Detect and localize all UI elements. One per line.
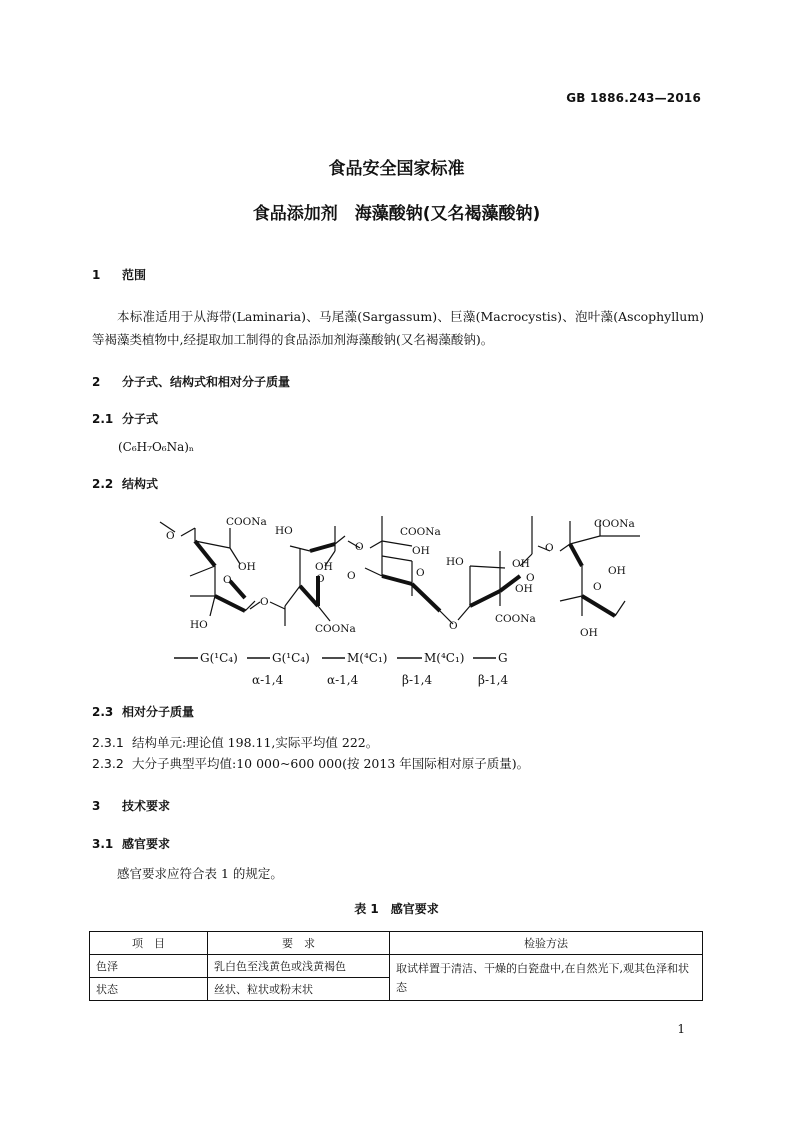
o-label: O	[416, 567, 425, 579]
chain-unit: G	[498, 651, 508, 665]
chain-unit: G(¹C₄)	[200, 651, 238, 665]
section-number: 2.1	[92, 412, 114, 426]
section-title: 分子式	[122, 412, 159, 426]
section-number: 3	[92, 799, 101, 813]
o-label: O	[347, 570, 356, 582]
standard-number: GB 1886.243—2016	[566, 91, 701, 105]
section-number: 2.2	[92, 477, 114, 491]
clause-2-3-1	[92, 731, 704, 754]
linkage-label: β-1,4	[478, 673, 509, 687]
o-label: O	[449, 620, 458, 632]
section-3-heading	[92, 797, 170, 814]
section-2-2-heading	[92, 475, 158, 492]
coona-label: COONa	[495, 613, 536, 625]
section-number: 2	[92, 375, 101, 389]
section-number: 3.1	[92, 837, 114, 851]
oh-label: OH	[412, 545, 430, 557]
linkage-label: α-1,4	[252, 673, 284, 687]
oh-label: OH	[238, 561, 256, 573]
coona-label: COONa	[226, 516, 267, 528]
table-header-row	[90, 932, 703, 955]
page-number: 1	[677, 1022, 685, 1036]
section-title: 相对分子质量	[122, 705, 195, 719]
clause-text: 结构单元:理论值 198.11,实际平均值 222。	[132, 735, 379, 750]
table-1-caption: 表 1 感官要求	[354, 902, 439, 916]
row-method: 取试样置于清洁、干燥的白瓷盘中,在自然光下,观其色泽和状态	[390, 955, 703, 1001]
structural-formula	[150, 506, 650, 690]
coona-label: COONa	[400, 526, 441, 538]
section-3-1-paragraph: 感官要求应符合表 1 的规定。	[117, 866, 283, 881]
chain-unit: M(⁴C₁)	[347, 651, 388, 665]
linkage-label: β-1,4	[402, 673, 433, 687]
section-title: 结构式	[122, 477, 159, 491]
sensory-requirements-table	[89, 931, 703, 1001]
o-label: O	[166, 530, 175, 542]
o-label: O	[526, 572, 535, 584]
molecular-formula: (C₆H₇O₆Na)ₙ	[118, 440, 195, 454]
o-label: O	[260, 596, 269, 608]
section-title: 感官要求	[122, 837, 171, 851]
clause-text: 大分子典型平均值:10 000~600 000(按 2013 年国际相对原子质量)。	[132, 756, 530, 771]
section-3-1-heading	[92, 835, 170, 852]
header-item: 项 目	[90, 932, 208, 955]
section-1-heading	[92, 266, 146, 283]
oh-label: OH	[608, 565, 626, 577]
header-method: 检验方法	[390, 932, 703, 955]
row-requirement: 丝状、粒状或粉末状	[208, 978, 390, 1001]
section-title: 范围	[122, 268, 147, 282]
section-2-heading	[92, 373, 290, 390]
row-item: 色泽	[90, 955, 208, 978]
clause-number: 2.3.1	[92, 735, 124, 750]
section-title: 分子式、结构式和相对分子质量	[122, 375, 291, 389]
oh-label: OH	[315, 561, 333, 573]
chain-unit: G(¹C₄)	[272, 651, 310, 665]
ho-label: HO	[190, 619, 208, 631]
section-2-3-heading	[92, 703, 194, 720]
title-line-1: 食品安全国家标准	[328, 159, 465, 179]
o-label: O	[316, 573, 325, 585]
row-requirement: 乳白色至浅黄色或浅黄褐色	[208, 955, 390, 978]
coona-label: COONa	[594, 518, 635, 530]
section-number: 2.3	[92, 705, 114, 719]
o-label: O	[355, 541, 364, 553]
oh-label: OH	[580, 627, 598, 639]
section-number: 1	[92, 268, 101, 282]
title-line-2: 食品添加剂 海藻酸钠(又名褐藻酸钠)	[252, 204, 541, 224]
clause-2-3-2	[92, 752, 704, 775]
ho-label: HO	[446, 556, 464, 568]
section-title: 技术要求	[122, 799, 171, 813]
section-2-1-heading	[92, 410, 158, 427]
oh-label: OH	[515, 583, 533, 595]
o-label: O	[545, 542, 554, 554]
table-row	[90, 955, 703, 978]
linkage-label: α-1,4	[327, 673, 359, 687]
oh-label: OH	[512, 558, 530, 570]
header-requirement: 要 求	[208, 932, 390, 955]
ho-label: HO	[275, 525, 293, 537]
coona-label: COONa	[315, 623, 356, 635]
chain-unit: M(⁴C₁)	[424, 651, 465, 665]
o-label: O	[223, 574, 232, 586]
clause-number: 2.3.2	[92, 756, 124, 771]
o-label: O	[593, 581, 602, 593]
section-1-paragraph: 本标准适用于从海带(Laminaria)、马尾藻(Sargassum)、巨藻(Macrocystis)、泡叶藻(Ascophyllum)等褐藻类植物中,经提取加工制得的食品添加剂海藻酸钠(又名褐藻酸钠)。	[92, 309, 704, 347]
row-item: 状态	[90, 978, 208, 1001]
